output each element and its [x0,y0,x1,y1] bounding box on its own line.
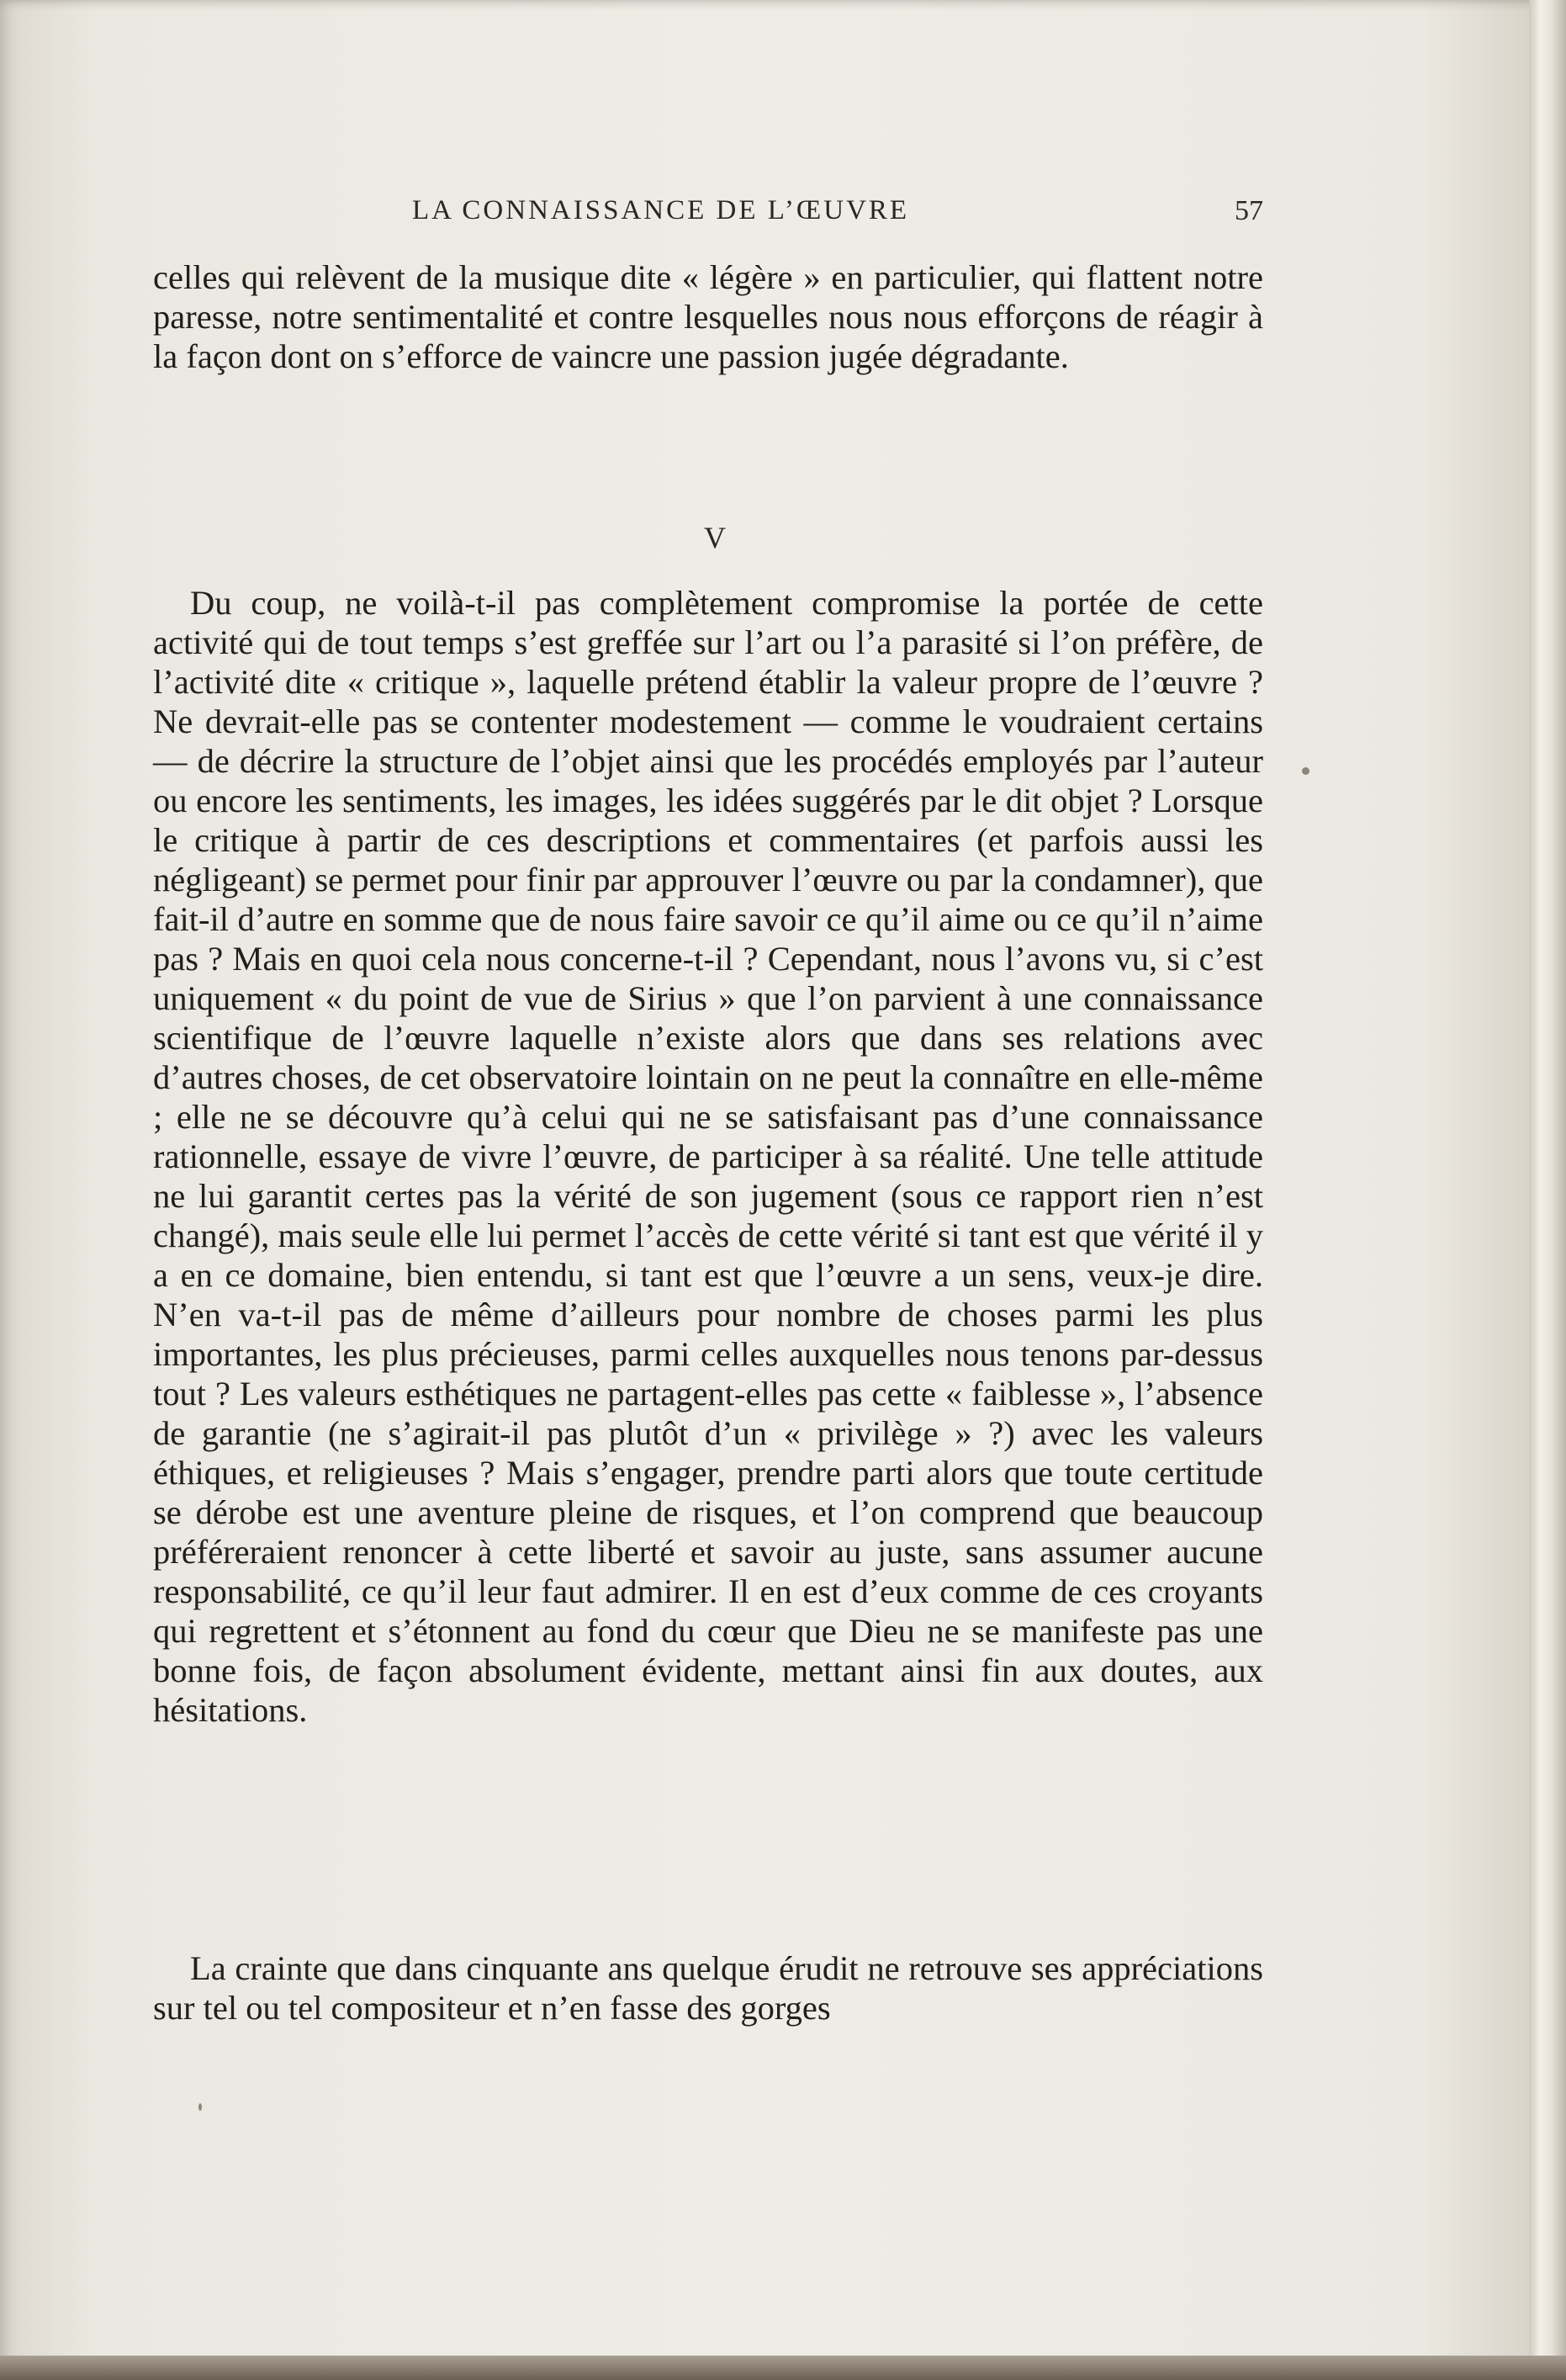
page-number: 57 [1235,195,1263,226]
paragraph-last: La crainte que dans cinquante ans quelque érudit ne retrouve ses appréciations sur tel ou tel compositeur et n’en fasse des gorges [153,1949,1263,2027]
running-title: LA CONNAISSANCE DE L’ŒUVRE [412,195,910,225]
section-number: V [704,521,727,554]
running-head [151,195,1263,237]
page-edge [1529,0,1566,2380]
bottom-shadow [0,2356,1566,2380]
paper-speck [198,2103,202,2111]
paragraph-continued: celles qui relèvent de la musique dite « légère » en particulier, qui flattent notre paresse, notre sentimentalité et contre lesquelles nous nous efforçons de réagir à la façon dont on s’efforce de vaincre une passion jugée dégradante. [153,258,1263,375]
paragraph-main: Du coup, ne voilà-t-il pas complètement compromise la portée de cette activité qui de tout temps s’est greffée sur l’art ou l’a parasité si l’on préfère, de l’activité dite « critique », laquelle prétend établir la valeur propre de l’œuvre ? Ne devrait-elle pas se contenter modestement — comme le voudraient certains — de décrire la structure de l’objet ainsi que les procédés employés par l’auteur ou encore les sentiments, les images, les idées suggérés par le dit objet ? Lorsque le critique à partir de ces descriptions et commentaires (et parfois aussi les négligeant) se permet pour finir par approuver l’œuvre ou par la condamner), que fait-il d’autre en somme que de nous faire savoir ce qu’il aime ou ce qu’il n’aime pas ? Mais en quoi cela nous concerne-t-il ? Cependant, nous l’avons vu, si c’est uniquement « du point de vue de Sirius » que l’on parvient à une connaissance scientifique de l’œuvre laquelle n’existe alors que dans ses relations avec d’autres choses, de cet observatoire lointain on ne peut la connaître en elle-même ; elle ne se découvre qu’à celui qui ne se satisfaisant pas d’une connaissance rationnelle, essaye de vivre l’œuvre, de participer à sa réalité. Une telle attitude ne lui garantit certes pas la vérité de son jugement (sous ce rapport rien n’est changé), mais seule elle lui permet l’accès de cette vérité si tant est que vérité il y a en ce domaine, bien entendu, si tant est que l’œuvre a un sens, veux-je dire. N’en va-t-il pas de même d’ailleurs pour nombre de choses parmi les plus importantes, les plus précieuses, parmi celles auxquelles nous tenons par-dessus tout ? Les valeurs esthétiques ne partagent-elles pas cette « faiblesse », l’absence de garantie (ne s’agirait-il pas plutôt d’un « privilège » ?) avec les valeurs éthiques, et religieuses ? Mais s’engager, prendre parti alors que toute certitude se dérobe est une aventure pleine de risques, et l’on comprend que beaucoup préféreraient renoncer à cette liberté et savoir au juste, sans assumer aucune responsabilité, ce qu’il leur faut admirer. Il en est d’eux comme de ces croyants qui regrettent et s’étonnent au fond du cœur que Dieu ne se manifeste pas une bonne fois, de façon absolument évidente, mettant ainsi fin aux doutes, aux hésitations. [153,584,1263,1729]
paper-speck [1302,767,1309,775]
